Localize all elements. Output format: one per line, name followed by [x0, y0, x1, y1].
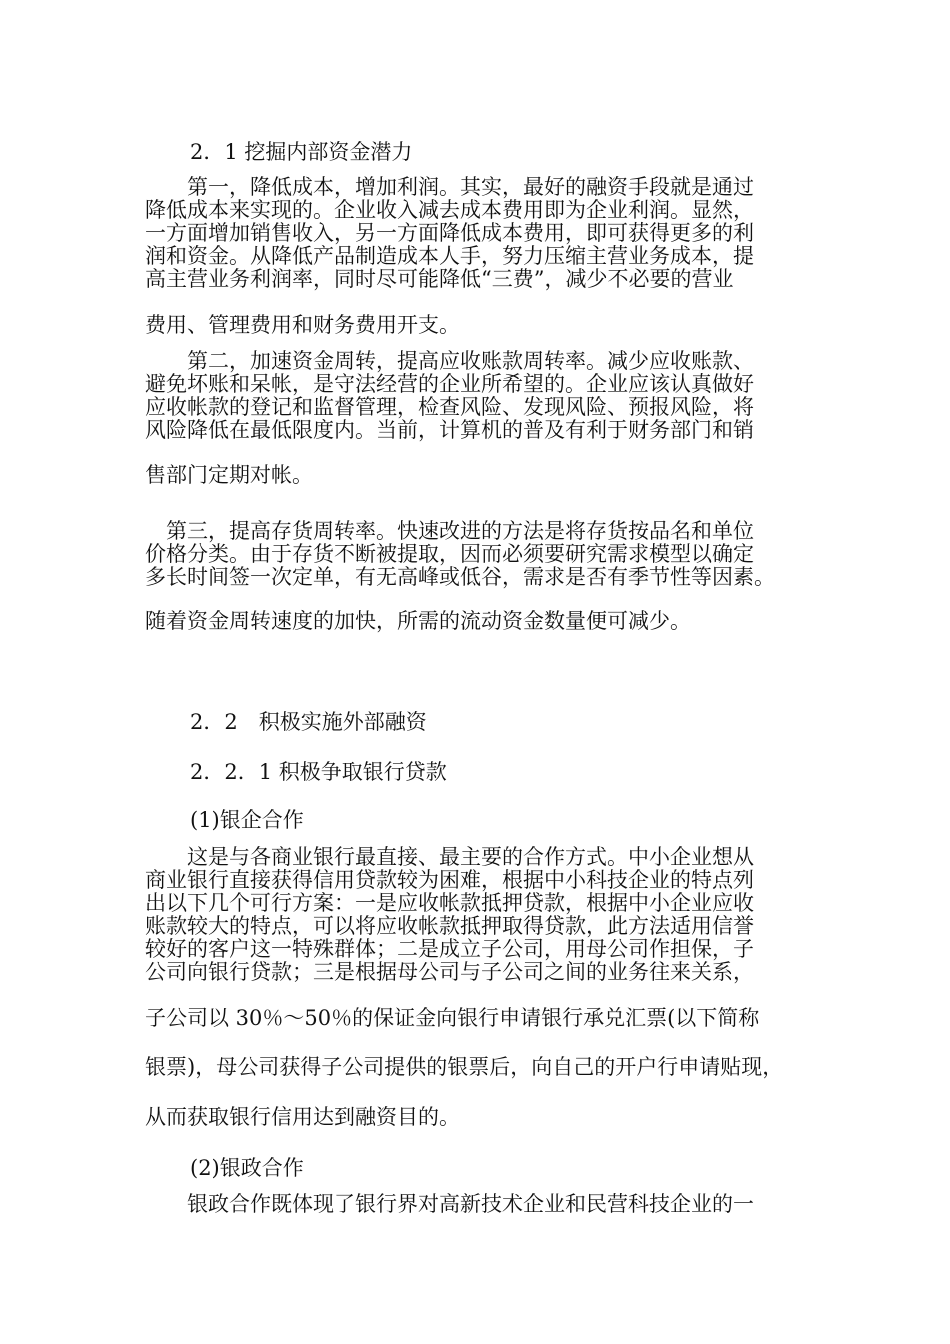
- paragraph-line: 费用、管理费用和财务费用开支。: [145, 313, 460, 337]
- paragraph-line: 价格分类。由于存货不断被提取，因而必须要研究需求模型以确定: [145, 542, 754, 566]
- paragraph-line: 第三，提高存货周转率。快速改进的方法是将存货按品名和单位: [145, 519, 754, 543]
- paragraph-4: [145, 846, 805, 984]
- paragraph-line: 第二，加速资金周转，提高应收账款周转率。减少应收账款、: [145, 349, 754, 373]
- section-heading-2-2-1: 2．2．1 积极争取银行贷款: [190, 760, 447, 784]
- paragraph-line: 账款较大的特点，可以将应收帐款抵押取得贷款，此方法适用信誉: [145, 914, 754, 938]
- subheading-bank-government: (2)银政合作: [190, 1156, 304, 1180]
- paragraph-line: 一方面增加销售收入，另一方面降低成本费用，即可获得更多的利: [145, 221, 754, 245]
- paragraph-line: 商业银行直接获得信用贷款较为困难，根据中小科技企业的特点列: [145, 868, 754, 892]
- paragraph-line: 公司向银行贷款；三是根据母公司与子公司之间的业务往来关系，: [145, 960, 754, 984]
- paragraph-line: 避免坏账和呆帐，是守法经营的企业所希望的。企业应该认真做好: [145, 372, 754, 396]
- section-heading-2-1: 2．1 挖掘内部资金潜力: [190, 140, 413, 164]
- paragraph-line: 多长时间签一次定单，有无高峰或低谷，需求是否有季节性等因素。: [145, 565, 775, 589]
- paragraph-line: 这是与各商业银行最直接、最主要的合作方式。中小企业想从: [145, 845, 754, 869]
- paragraph-line: 风险降低在最低限度内。当前，计算机的普及有利于财务部门和销: [145, 418, 754, 442]
- section-heading-2-2: 2．2 积极实施外部融资: [190, 710, 427, 734]
- paragraph-2: [145, 350, 805, 442]
- paragraph-line: 银票)，母公司获得子公司提供的银票后，向自己的开户行申请贴现，: [145, 1055, 784, 1079]
- paragraph-line: 随着资金周转速度的加快，所需的流动资金数量便可减少。: [145, 609, 691, 633]
- paragraph-line: 润和资金。从降低产品制造成本人手，努力压缩主营业务成本，提: [145, 244, 754, 268]
- paragraph-line: 第一，降低成本，增加利润。其实，最好的融资手段就是通过: [145, 175, 754, 199]
- paragraph-line: 银政合作既体现了银行界对高新技术企业和民营科技企业的一: [145, 1192, 754, 1216]
- paragraph-line: 降低成本来实现的。企业收入减去成本费用即为企业利润。显然，: [145, 198, 754, 222]
- subheading-bank-enterprise: (1)银企合作: [190, 808, 304, 832]
- paragraph-line: 售部门定期对帐。: [145, 463, 313, 487]
- paragraph-line: 高主营业务利润率，同时尽可能降低“三费”，减少不必要的营业: [145, 267, 734, 291]
- paragraph-line: 应收帐款的登记和监督管理，检查风险、发现风险、预报风险，将: [145, 395, 754, 419]
- paragraph-3: [145, 520, 805, 589]
- paragraph-line: 较好的客户这一特殊群体；二是成立子公司，用母公司作担保，子: [145, 937, 754, 961]
- paragraph-line: 出以下几个可行方案：一是应收帐款抵押贷款，根据中小企业应收: [145, 891, 754, 915]
- paragraph-line: 从而获取银行信用达到融资目的。: [145, 1105, 460, 1129]
- paragraph-1: [145, 176, 805, 291]
- paragraph-line: 子公司以 30％～50％的保证金向银行申请银行承兑汇票(以下简称: [145, 1006, 760, 1030]
